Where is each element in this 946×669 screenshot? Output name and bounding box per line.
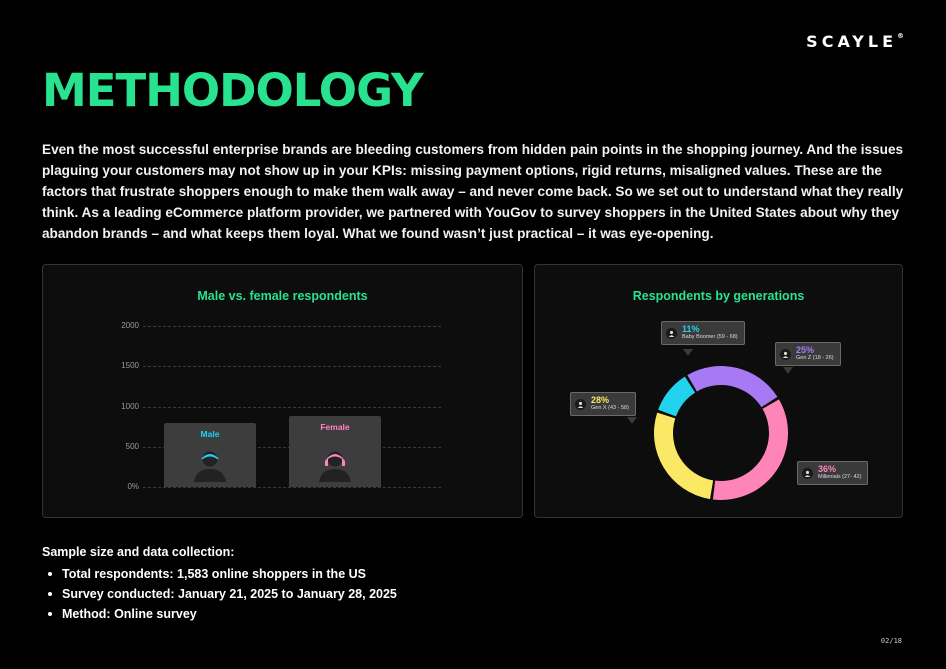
donut-slice <box>687 366 777 407</box>
person-avatar-icon <box>780 349 791 360</box>
callout-tail <box>783 367 793 374</box>
sample-heading: Sample size and data collection: <box>42 545 235 559</box>
callout-gen-x <box>570 392 636 416</box>
y-tick-label: 1000 <box>121 401 139 411</box>
sample-list <box>48 564 397 624</box>
bar-label: Male <box>200 428 220 439</box>
list-item: Method: Online survey <box>48 604 397 624</box>
callout-tail <box>683 349 693 356</box>
callout-gen-z <box>775 342 841 366</box>
gender-chart-card <box>42 264 523 518</box>
gridline <box>143 366 441 367</box>
donut-slice <box>658 377 695 417</box>
bar-label: Female <box>320 422 350 433</box>
gridline <box>143 487 441 488</box>
bar-male <box>164 423 256 487</box>
list-item: Survey conducted: January 21, 2025 to January 28, 2025 <box>48 584 397 604</box>
generation-chart-title: Respondents by generations <box>632 289 805 303</box>
callout-tail <box>627 417 637 424</box>
y-tick-label: 500 <box>125 441 139 451</box>
donut-slice <box>654 413 713 500</box>
scayle-logo: SCAYLE® <box>806 32 904 51</box>
y-tick-label: 2000 <box>121 321 139 330</box>
callout-millenials <box>797 461 868 485</box>
list-item: Total respondents: 1,583 online shoppers in the US <box>48 564 397 584</box>
generation-chart-card <box>534 264 903 518</box>
bar-female <box>289 416 381 487</box>
intro-paragraph: Even the most successful enterprise brands are bleeding customers from hidden pain points in the shopping journey. And the issues plaguing your customers may not show up in your KPIs: missing payment options, rigid returns, misaligned values. These are the factors that frustrate shoppers enough to make them walk away – and never come back. So we set out to understand what they really think. As a leading eCommerce platform provider, we partnered with YouGov to survey shoppers in the United States about why they abandon brands – and what keeps them loyal. What we found wasn’t just practical – it was eye-opening. <box>42 142 904 241</box>
gridline <box>143 326 441 327</box>
person-avatar-icon <box>575 399 586 410</box>
baby-boomer-label: Baby Boomer (59 - 68) <box>682 334 738 340</box>
female-person-icon <box>315 446 355 487</box>
y-tick-label: 0% <box>127 482 139 491</box>
gen-x-percent: 28% <box>591 395 610 405</box>
gen-z-label: Gen Z (18 - 26) <box>796 355 834 361</box>
male-person-icon <box>190 446 230 487</box>
gender-chart-title: Male vs. female respondents <box>197 289 368 303</box>
gridline <box>143 407 441 408</box>
page-number: 02/18 <box>880 637 902 645</box>
page-title: METHODOLOGY <box>42 64 423 117</box>
baby-boomer-percent: 11% <box>682 324 700 334</box>
y-tick-label: 1500 <box>121 361 139 371</box>
gen-x-label: Gen X (43 - 58) <box>591 405 629 411</box>
gen-z-percent: 25% <box>796 345 815 355</box>
person-avatar-icon <box>802 468 813 479</box>
person-avatar-icon <box>666 328 677 339</box>
millenials-label: Millenials (27- 42) <box>818 474 862 480</box>
donut-slice <box>713 399 788 500</box>
callout-baby-boomer <box>661 321 745 345</box>
millenials-percent: 36% <box>818 464 837 474</box>
